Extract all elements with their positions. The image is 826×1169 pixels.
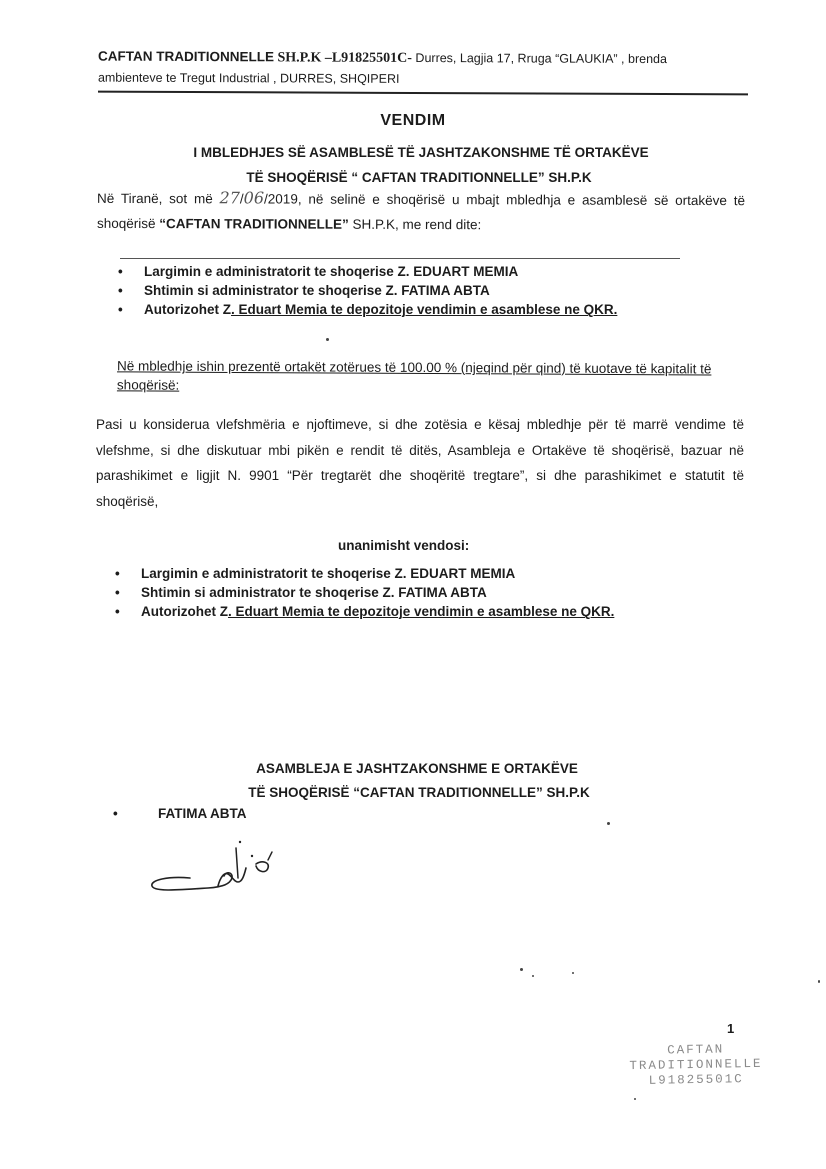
intro-paragraph [97, 185, 745, 238]
intro-prefix: Në Tiranë, sot më [97, 190, 220, 207]
intro-suffix: SH.P.K, me rend dite: [348, 216, 482, 233]
date-separator: / [239, 191, 244, 207]
document-subtitle: I MBLEDHJES SË ASAMBLESË TË JASHTZAKONSHME TË ORTAKËVE [193, 145, 649, 160]
bullet: • [118, 283, 123, 298]
bullet: • [118, 302, 123, 317]
stamp-line-2: TRADITIONNELLE [629, 1056, 763, 1074]
handwritten-month: 06 [243, 188, 265, 208]
assembly-heading: ASAMBLEJA E JASHTZAKONSHME E ORTAKËVE [256, 761, 578, 776]
bullet: • [115, 585, 120, 600]
scan-speck [634, 1098, 636, 1100]
agenda-divider [120, 258, 680, 259]
letterhead-divider [98, 91, 748, 96]
list-item [115, 564, 755, 583]
scan-speck [607, 822, 610, 825]
list-item [118, 262, 758, 281]
document-title: VENDIM [380, 112, 446, 129]
agenda-item-3-prefix: Autorizohet Z [144, 302, 231, 317]
decision-heading: unanimisht vendosi: [338, 538, 470, 553]
member-name: FATIMA ABTA [158, 806, 247, 821]
bullet: • [115, 604, 120, 619]
intro-company: “CAFTAN TRADITIONNELLE” [159, 216, 349, 232]
list-item [118, 281, 758, 300]
decision-item-2: Shtimin si administrator te shoqerise Z. FATIMA ABTA [141, 585, 487, 600]
agenda-item-2: Shtimin si administrator te shoqerise Z. FATIMA ABTA [144, 283, 490, 298]
decision-item-3-prefix: Autorizohet Z [141, 604, 228, 619]
list-item [115, 602, 755, 621]
handwritten-day: 27 [219, 188, 240, 208]
letterhead-address: Durres, Lagjia 17, Rruga “GLAUKIA” , brenda [411, 50, 667, 67]
signature-image [148, 838, 288, 898]
scan-speck [818, 980, 820, 983]
agenda-item-3-underlined: . Eduart Memia te depozitoje vendimin e asamblese ne QKR. [231, 302, 618, 317]
stamp-line-1: CAFTAN [667, 1042, 725, 1058]
scan-speck [520, 968, 523, 971]
agenda-list [118, 262, 758, 319]
letterhead-registration: SH.P.K –L91825501C- [277, 50, 412, 66]
intro-body: /2019, në selinë e shoqërisë u mbajt mbledhja e asamblesë së ortakëve të shoqërisë [96, 191, 746, 232]
list-item [118, 300, 758, 319]
list-item [115, 583, 755, 602]
page-number: 1 [727, 1021, 735, 1036]
bullet: • [115, 566, 120, 581]
agenda-item-1: Largimin e administratorit te shoqerise Z. EDUART MEMIA [144, 264, 519, 279]
scan-speck [532, 975, 534, 977]
scan-speck [572, 972, 574, 974]
decision-list [115, 564, 755, 621]
bullet: • [118, 264, 123, 279]
letterhead-address-line2: ambienteve te Tregut Industrial , DURRES, SHQIPERI [97, 70, 400, 86]
scan-speck [326, 338, 329, 341]
decision-item-1: Largimin e administratorit te shoqerise Z. EDUART MEMIA [141, 566, 516, 581]
document-subtitle-company: TË SHOQËRISË “ CAFTAN TRADITIONNELLE” SH.P.K [246, 170, 592, 185]
company-stamp [626, 1042, 767, 1089]
assembly-company: TË SHOQËRISË “CAFTAN TRADITIONNELLE” SH.P.K [248, 785, 590, 800]
body-paragraph: Pasi u konsiderua vlefshmëria e njoftimeve, si dhe zotësia e kësaj mbledhje për të marrë vendime të vlefshme, si dhe diskutuar mbi pikën e rendit të ditës, Asambleja e Ortakëve të shoqërisë, bazuar në parashikimet e ligjit N. 9901 “Për tregtarët dhe shoqëritë tregtare”, si dhe parashikimet e statutit të shoqërisë, [96, 417, 744, 509]
stamp-line-3: L91825501C [648, 1072, 744, 1088]
presence-statement: Në mbledhje ishin prezentë ortakët zotërues të 100.00 % (njeqind për qind) të kuotave të kapitalit të shoqërisë: [116, 358, 712, 393]
decision-item-3-underlined: . Eduart Memia te depozitoje vendimin e asamblese ne QKR. [228, 604, 615, 619]
letterhead-company: CAFTAN TRADITIONNELLE [98, 48, 275, 65]
letterhead [98, 47, 748, 91]
bullet: • [113, 806, 118, 821]
